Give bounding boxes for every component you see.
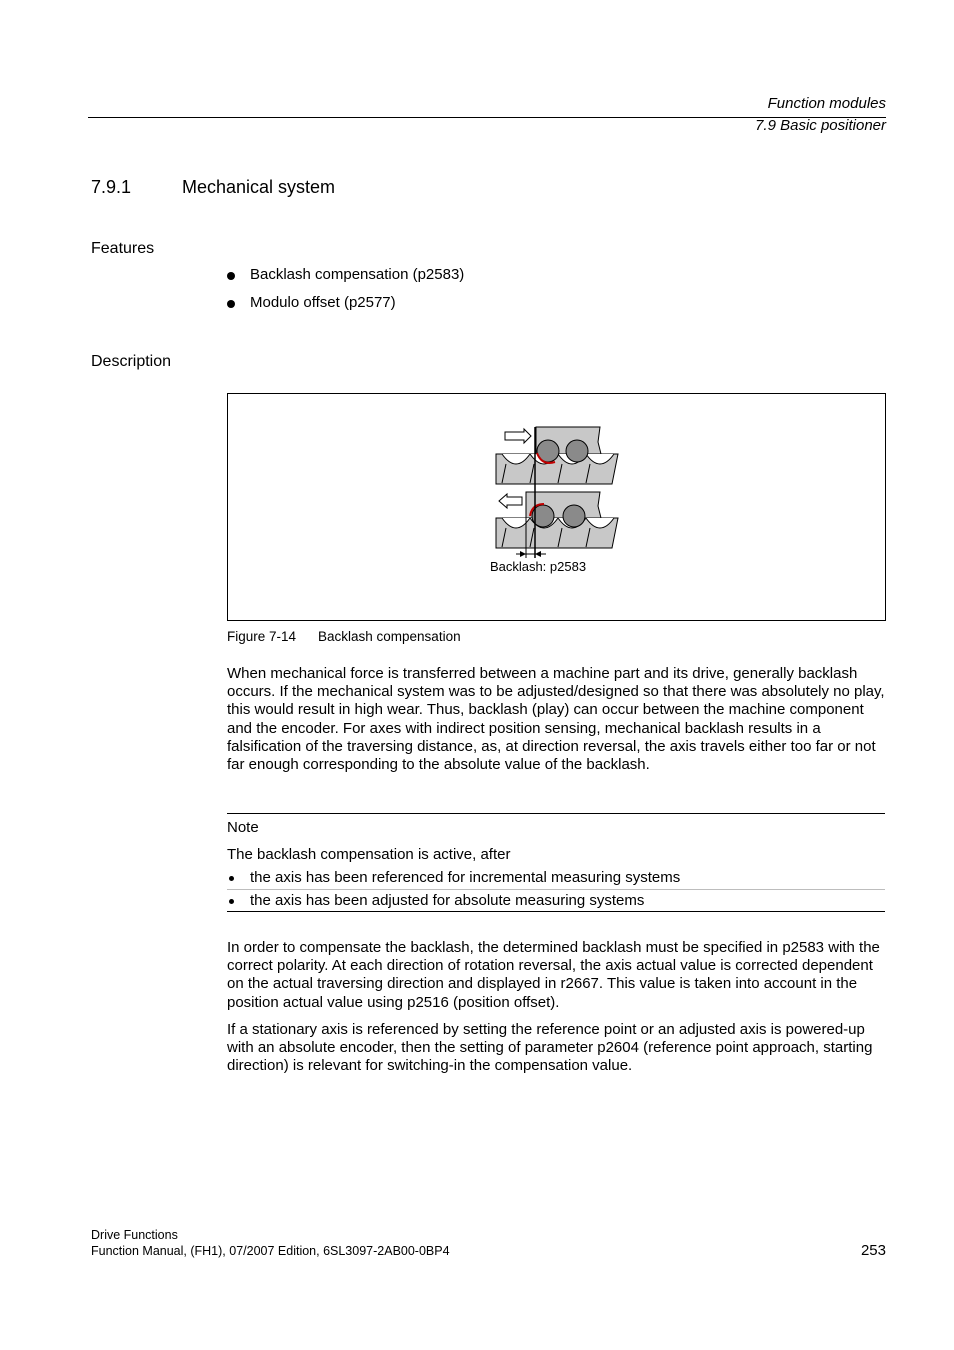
features-heading: Features xyxy=(91,240,155,257)
footer-title: Drive Functions xyxy=(91,1228,178,1242)
running-header-chapter: Function modules xyxy=(767,95,886,112)
arrow-right-icon xyxy=(505,429,531,443)
note-top-rule xyxy=(227,813,885,814)
backlash-diagram xyxy=(228,394,885,620)
description-heading: Description xyxy=(91,353,172,370)
footer-edition: Function Manual, (FH1), 07/2007 Edition, 6SL3097-2AB00-0BP4 xyxy=(91,1244,450,1258)
roller-2 xyxy=(566,440,588,462)
note-divider xyxy=(227,889,885,890)
note-text: The backlash compensation is active, after xyxy=(227,846,511,863)
features-list: Backlash compensation (p2583) Modulo offset (p2577) xyxy=(227,266,627,316)
page-number: 253 xyxy=(860,1242,886,1259)
figure-caption xyxy=(227,629,461,644)
bullet-icon xyxy=(229,899,234,904)
header-rule xyxy=(88,117,886,118)
section-number: 7.9.1 xyxy=(91,177,132,197)
backlash-label: Backlash: p2583 xyxy=(489,559,587,574)
section-title: Mechanical system xyxy=(182,177,336,197)
note-title: Note xyxy=(227,819,259,836)
figure-number: Figure 7-14 xyxy=(227,629,297,644)
roller-2 xyxy=(563,505,585,527)
bullet-icon xyxy=(229,876,234,881)
bullet-icon xyxy=(227,272,235,280)
running-header-section: 7.9 Basic positioner xyxy=(755,117,886,134)
arrow-left-icon xyxy=(499,494,522,508)
list-item: the axis has been adjusted for absolute measuring systems xyxy=(227,892,885,910)
body-paragraph-3: If a stationary axis is referenced by setting the reference point or an adjusted axis is powered-up with an absolute encoder, then the setting of parameter p2604 (reference point approach, starting direction) is relevant for switching-in the compensation value. xyxy=(227,1021,873,1075)
list-item: the axis has been referenced for incremental measuring systems xyxy=(227,869,885,887)
bottom-assembly xyxy=(496,492,618,548)
body-paragraph-2: In order to compensate the backlash, the determined backlash must be specified in p2583 with the correct polarity. At each direction of rotation reversal, the axis actual value is corrected dependent on the actual traversing direction and displayed in r2667. This value is taken into account in the position actual value using p2516 (position offset). xyxy=(227,939,880,1011)
note-bottom-rule xyxy=(227,911,885,912)
figure-title: Backlash compensation xyxy=(318,629,461,644)
figure-frame xyxy=(227,393,886,621)
top-assembly xyxy=(496,427,618,484)
bullet-icon xyxy=(227,300,235,308)
body-paragraph-1: When mechanical force is transferred between a machine part and its drive, generally backlash occurs. If the mechanical system was to be adjusted/designed so that there was absolutely no play, this would result in high wear. Thus, backlash (play) can occur between the machine component and the encoder. For axes with indirect position sensing, mechanical backlash results in a falsification of the traversing distance, as, at direction reversal, the axis travels either too far or not far enough corresponding to the absolute value of the backlash. xyxy=(227,665,885,774)
